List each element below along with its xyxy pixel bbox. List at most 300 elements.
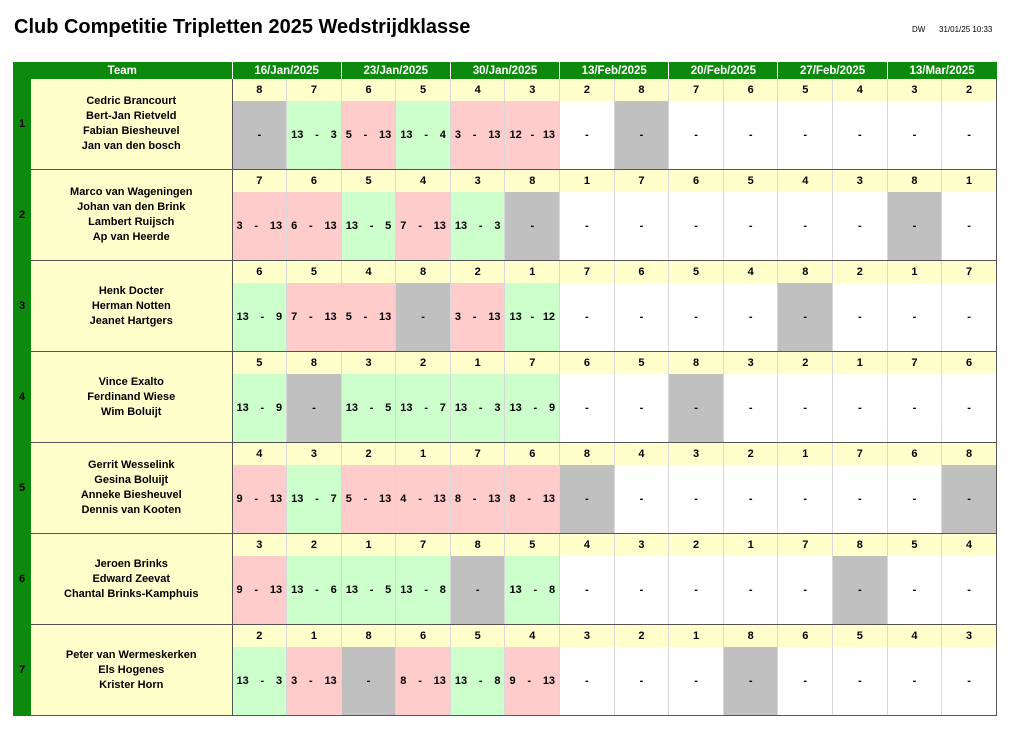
- match-score-cell: [560, 465, 615, 534]
- empty-score-dash: -: [748, 675, 753, 687]
- match-score-cell: [560, 101, 615, 170]
- score-away: 5: [385, 220, 392, 232]
- opponent-number: 2: [614, 625, 669, 648]
- score-away: 13: [379, 493, 392, 505]
- match-score-cell: [450, 283, 505, 352]
- empty-score-dash: -: [803, 129, 808, 141]
- score-home: 13: [509, 584, 522, 596]
- match-score-cell: [560, 283, 615, 352]
- match-score: [287, 220, 341, 232]
- match-score: [396, 220, 450, 232]
- score-home: 13: [454, 220, 468, 232]
- opponent-number: 5: [450, 625, 505, 648]
- match-score: [396, 493, 450, 505]
- match-score-cell: [341, 283, 396, 352]
- score-separator: -: [478, 220, 483, 232]
- empty-score-dash: -: [858, 220, 862, 232]
- score-home: 13: [400, 402, 413, 414]
- match-score-cell: [505, 374, 560, 443]
- match-score-cell: [778, 101, 833, 170]
- opponent-number: 4: [450, 79, 505, 101]
- score-separator: -: [530, 129, 535, 141]
- match-score-cell: [833, 647, 888, 716]
- opponent-number: 5: [833, 625, 888, 648]
- match-score: [342, 220, 396, 232]
- opponent-number: 7: [778, 534, 833, 557]
- score-away: 13: [324, 220, 337, 232]
- opponent-number: 4: [560, 534, 615, 557]
- match-score-cell: [887, 374, 942, 443]
- score-separator: -: [533, 402, 538, 414]
- opponent-number: 3: [942, 625, 997, 648]
- opponent-number: 4: [942, 534, 997, 557]
- match-score-cell: [669, 647, 724, 716]
- match-score-cell: [505, 283, 560, 352]
- score-separator: -: [309, 220, 313, 232]
- match-score-cell: [505, 192, 560, 261]
- empty-score-dash: -: [585, 129, 589, 141]
- score-separator: -: [418, 493, 422, 505]
- player-name: Ap van Heerde: [92, 231, 170, 243]
- score-separator: -: [363, 311, 368, 323]
- score-away: 13: [488, 129, 501, 141]
- score-home: 13: [236, 311, 249, 323]
- match-score: [233, 675, 287, 687]
- opponent-number: 8: [505, 170, 560, 193]
- opponent-number: 3: [887, 79, 942, 101]
- match-score-cell: [833, 465, 888, 534]
- opponent-number: 2: [669, 534, 724, 557]
- opponent-number: 1: [833, 352, 888, 375]
- match-score-cell: [287, 101, 342, 170]
- empty-score-dash: -: [912, 584, 917, 596]
- score-home: 13: [345, 402, 358, 414]
- opponent-number: 8: [341, 625, 396, 648]
- opponent-number: 5: [723, 170, 778, 193]
- team-opponent-row: [13, 352, 997, 375]
- player-name: Edward Zeevat: [92, 572, 171, 585]
- score-home: 13: [400, 129, 413, 141]
- empty-score-dash: -: [585, 220, 589, 232]
- match-score: [287, 129, 341, 141]
- team-players: [31, 534, 232, 625]
- score-separator: -: [472, 311, 477, 323]
- match-score-cell: [341, 101, 396, 170]
- score-away: 8: [494, 675, 501, 687]
- match-score: [451, 675, 505, 687]
- empty-score-dash: -: [694, 311, 698, 323]
- empty-score-dash: -: [312, 402, 316, 414]
- opponent-number: 8: [942, 443, 997, 466]
- match-score: [287, 675, 341, 687]
- player-name: Marco van Wageningen: [70, 186, 193, 198]
- opponent-number: 1: [560, 170, 615, 193]
- opponent-number: 4: [723, 261, 778, 284]
- empty-score-dash: -: [366, 675, 371, 687]
- match-score-cell: [887, 101, 942, 170]
- match-score-cell: [723, 465, 778, 534]
- opponent-number: 8: [723, 625, 778, 648]
- empty-score-dash: -: [803, 311, 808, 323]
- empty-score-dash: -: [858, 675, 862, 687]
- score-away: 3: [494, 220, 501, 232]
- score-away: 3: [330, 129, 337, 141]
- player-name: Dennis van Kooten: [81, 504, 182, 516]
- opponent-number: 3: [341, 352, 396, 375]
- score-separator: -: [254, 493, 259, 505]
- player-name: Gerrit Wesselink: [87, 459, 175, 471]
- opponent-number: 7: [232, 170, 287, 193]
- match-score-cell: [723, 283, 778, 352]
- opponent-number: 8: [778, 261, 833, 284]
- score-home: 13: [454, 402, 468, 414]
- score-separator: -: [418, 220, 422, 232]
- match-score-cell: [450, 556, 505, 625]
- score-home: 13: [454, 675, 468, 687]
- score-separator: -: [315, 493, 319, 505]
- match-score-cell: [341, 556, 396, 625]
- score-away: 13: [542, 675, 556, 687]
- opponent-number: 3: [232, 534, 287, 557]
- team-opponent-row: [13, 534, 997, 557]
- match-score: [505, 311, 559, 323]
- match-score: [451, 129, 505, 141]
- opponent-number: 6: [614, 261, 669, 284]
- empty-score-dash: -: [803, 493, 808, 505]
- opponent-number: 4: [833, 79, 888, 101]
- opponent-number: 8: [614, 79, 669, 101]
- author-initials: DW: [912, 25, 926, 34]
- match-score-cell: [723, 374, 778, 443]
- match-score: [233, 220, 287, 232]
- opponent-number: 2: [450, 261, 505, 284]
- match-score-cell: [942, 374, 997, 443]
- score-home: 3: [454, 129, 462, 141]
- score-home: 5: [345, 311, 352, 323]
- score-away: 9: [548, 402, 556, 414]
- team-players: [31, 352, 232, 443]
- match-score-cell: [942, 465, 997, 534]
- score-away: 12: [542, 311, 556, 323]
- score-away: 6: [330, 584, 337, 596]
- opponent-number: 2: [232, 625, 287, 648]
- opponent-number: 3: [505, 79, 560, 101]
- match-score-cell: [287, 192, 342, 261]
- opponent-number: 7: [833, 443, 888, 466]
- score-away: 4: [439, 129, 446, 141]
- score-away: 13: [433, 675, 446, 687]
- match-score: [396, 402, 450, 414]
- match-score: [233, 311, 287, 323]
- score-home: 13: [509, 311, 522, 323]
- match-score-cell: [778, 465, 833, 534]
- score-home: 3: [291, 675, 298, 687]
- match-score-cell: [887, 556, 942, 625]
- opponent-number: 5: [396, 79, 451, 101]
- team-number: 1: [13, 79, 31, 170]
- score-away: 13: [269, 220, 283, 232]
- opponent-number: 2: [723, 443, 778, 466]
- match-score: [505, 675, 559, 687]
- match-score-cell: [560, 374, 615, 443]
- date-header: 23/Jan/2025: [341, 62, 450, 79]
- score-home: 13: [345, 584, 358, 596]
- score-away: 7: [330, 493, 337, 505]
- match-score-cell: [942, 556, 997, 625]
- opponent-number: 8: [560, 443, 615, 466]
- match-score: [451, 311, 505, 323]
- empty-score-dash: -: [967, 402, 971, 414]
- team-players: [31, 625, 232, 716]
- opponent-number: 7: [942, 261, 997, 284]
- opponent-number: 3: [723, 352, 778, 375]
- empty-score-dash: -: [748, 493, 753, 505]
- opponent-number: 6: [942, 352, 997, 375]
- opponent-number: 3: [614, 534, 669, 557]
- match-score-cell: [396, 283, 451, 352]
- match-score: [287, 311, 341, 323]
- match-score-cell: [614, 465, 669, 534]
- opponent-number: 3: [669, 443, 724, 466]
- date-header: 30/Jan/2025: [450, 62, 559, 79]
- match-score: [396, 129, 450, 141]
- empty-score-dash: -: [639, 584, 644, 596]
- opponent-number: 4: [341, 261, 396, 284]
- score-away: 5: [385, 402, 392, 414]
- score-away: 13: [542, 493, 556, 505]
- opponent-number: 6: [287, 170, 342, 193]
- match-score-cell: [505, 101, 560, 170]
- team-players: [31, 443, 232, 534]
- empty-score-dash: -: [639, 402, 644, 414]
- opponent-number: 6: [396, 625, 451, 648]
- player-name: Cedric Brancourt: [86, 95, 177, 107]
- player-name: Lambert Ruijsch: [88, 216, 175, 228]
- empty-score-dash: -: [967, 129, 971, 141]
- empty-score-dash: -: [803, 402, 808, 414]
- match-score-cell: [341, 192, 396, 261]
- empty-score-dash: -: [803, 675, 808, 687]
- match-score-cell: [614, 374, 669, 443]
- opponent-number: 5: [614, 352, 669, 375]
- match-score-cell: [942, 192, 997, 261]
- empty-score-dash: -: [748, 402, 753, 414]
- team-opponent-row: [13, 443, 997, 466]
- match-score-cell: [778, 556, 833, 625]
- empty-score-dash: -: [639, 129, 644, 141]
- player-name: Anneke Biesheuvel: [80, 489, 182, 501]
- player-name: Krister Horn: [99, 678, 164, 691]
- match-score-cell: [287, 374, 342, 443]
- opponent-number: 7: [887, 352, 942, 375]
- match-score-cell: [341, 465, 396, 534]
- score-home: 5: [345, 493, 352, 505]
- score-away: 13: [542, 129, 556, 141]
- competition-table-body: [13, 62, 997, 716]
- empty-score-dash: -: [912, 220, 917, 232]
- score-away: 13: [269, 584, 283, 596]
- match-score-cell: [396, 556, 451, 625]
- empty-score-dash: -: [912, 493, 917, 505]
- match-score: [287, 584, 341, 596]
- match-score: [342, 493, 396, 505]
- score-separator: -: [424, 402, 428, 414]
- match-score-cell: [232, 647, 287, 716]
- opponent-number: 1: [887, 261, 942, 284]
- score-separator: -: [315, 584, 319, 596]
- score-away: 13: [379, 311, 392, 323]
- empty-score-dash: -: [694, 675, 698, 687]
- score-separator: -: [533, 584, 538, 596]
- opponent-number: 3: [560, 625, 615, 648]
- team-number: 3: [13, 261, 31, 352]
- opponent-number: 6: [669, 170, 724, 193]
- match-score-cell: [669, 374, 724, 443]
- score-separator: -: [472, 129, 477, 141]
- match-score-cell: [450, 192, 505, 261]
- score-away: 13: [269, 493, 283, 505]
- empty-score-dash: -: [858, 493, 862, 505]
- match-score-cell: [614, 192, 669, 261]
- match-score-cell: [614, 556, 669, 625]
- match-score-cell: [232, 465, 287, 534]
- player-name: Jeanet Hartgers: [89, 314, 173, 327]
- match-score-cell: [396, 647, 451, 716]
- opponent-number: 1: [287, 625, 342, 648]
- empty-score-dash: -: [748, 220, 753, 232]
- match-score-cell: [287, 465, 342, 534]
- opponent-number: 8: [396, 261, 451, 284]
- empty-score-dash: -: [639, 493, 644, 505]
- opponent-number: 6: [560, 352, 615, 375]
- match-score-cell: [669, 283, 724, 352]
- empty-score-dash: -: [967, 584, 971, 596]
- opponent-number: 1: [723, 534, 778, 557]
- score-away: 3: [275, 675, 283, 687]
- team-opponent-row: [13, 261, 997, 284]
- match-score-cell: [942, 283, 997, 352]
- match-score: [233, 402, 287, 414]
- score-away: 13: [488, 493, 501, 505]
- match-score: [233, 584, 287, 596]
- empty-score-dash: -: [694, 129, 698, 141]
- match-score-cell: [232, 101, 287, 170]
- score-home: 13: [291, 584, 304, 596]
- opponent-number: 4: [232, 443, 287, 466]
- match-score-cell: [396, 101, 451, 170]
- team-players: [31, 261, 232, 352]
- match-score-cell: [723, 101, 778, 170]
- match-score-cell: [560, 556, 615, 625]
- opponent-number: 4: [614, 443, 669, 466]
- score-separator: -: [363, 493, 368, 505]
- score-separator: -: [254, 584, 259, 596]
- opponent-number: 8: [232, 79, 287, 101]
- empty-score-dash: -: [639, 311, 644, 323]
- score-home: 5: [345, 129, 352, 141]
- opponent-number: 8: [450, 534, 505, 557]
- empty-score-dash: -: [912, 402, 917, 414]
- match-score-cell: [833, 101, 888, 170]
- match-score-cell: [778, 283, 833, 352]
- score-separator: -: [260, 675, 265, 687]
- empty-score-dash: -: [967, 493, 971, 505]
- match-score-cell: [450, 647, 505, 716]
- opponent-number: 5: [505, 534, 560, 557]
- opponent-number: 7: [669, 79, 724, 101]
- opponent-number: 1: [450, 352, 505, 375]
- score-home: 13: [291, 493, 304, 505]
- opponent-number: 1: [942, 170, 997, 193]
- player-name: Jeroen Brinks: [94, 557, 168, 570]
- match-score-cell: [232, 192, 287, 261]
- empty-score-dash: -: [530, 220, 535, 232]
- score-home: 13: [345, 220, 358, 232]
- player-name: Jan van den bosch: [81, 140, 181, 152]
- opponent-number: 6: [232, 261, 287, 284]
- opponent-number: 6: [887, 443, 942, 466]
- empty-score-dash: -: [585, 584, 589, 596]
- player-name: Bert-Jan Rietveld: [86, 110, 177, 122]
- score-separator: -: [478, 402, 483, 414]
- team-players: [31, 79, 232, 170]
- score-home: 9: [236, 584, 243, 596]
- opponent-number: 5: [778, 79, 833, 101]
- team-opponent-row: [13, 170, 997, 193]
- score-away: 8: [548, 584, 556, 596]
- match-score: [451, 402, 505, 414]
- score-home: 8: [509, 493, 516, 505]
- score-separator: -: [254, 220, 259, 232]
- player-name: Gesina Boluijt: [94, 474, 169, 486]
- score-home: 7: [400, 220, 407, 232]
- match-score: [396, 584, 450, 596]
- opponent-number: 5: [887, 534, 942, 557]
- empty-score-dash: -: [694, 584, 698, 596]
- score-away: 9: [275, 402, 283, 414]
- score-home: 9: [236, 493, 243, 505]
- opponent-number: 8: [887, 170, 942, 193]
- score-separator: -: [363, 129, 368, 141]
- score-home: 8: [400, 675, 407, 687]
- opponent-number: 7: [287, 79, 342, 101]
- empty-score-dash: -: [694, 493, 698, 505]
- date-header: 20/Feb/2025: [669, 62, 778, 79]
- match-score-cell: [614, 647, 669, 716]
- match-score: [233, 493, 287, 505]
- score-home: 6: [291, 220, 298, 232]
- score-separator: -: [309, 311, 313, 323]
- match-score-cell: [341, 374, 396, 443]
- opponent-number: 1: [396, 443, 451, 466]
- score-separator: -: [418, 675, 422, 687]
- match-score-cell: [887, 283, 942, 352]
- score-away: 7: [439, 402, 446, 414]
- score-away: 5: [385, 584, 392, 596]
- score-separator: -: [527, 493, 532, 505]
- opponent-number: 8: [669, 352, 724, 375]
- team-number: 5: [13, 443, 31, 534]
- match-score: [342, 584, 396, 596]
- score-away: 13: [433, 493, 446, 505]
- match-score-cell: [942, 647, 997, 716]
- opponent-number: 5: [669, 261, 724, 284]
- match-score-cell: [887, 192, 942, 261]
- opponent-number: 1: [505, 261, 560, 284]
- empty-score-dash: -: [858, 402, 862, 414]
- empty-score-dash: -: [967, 311, 971, 323]
- score-away: 9: [275, 311, 283, 323]
